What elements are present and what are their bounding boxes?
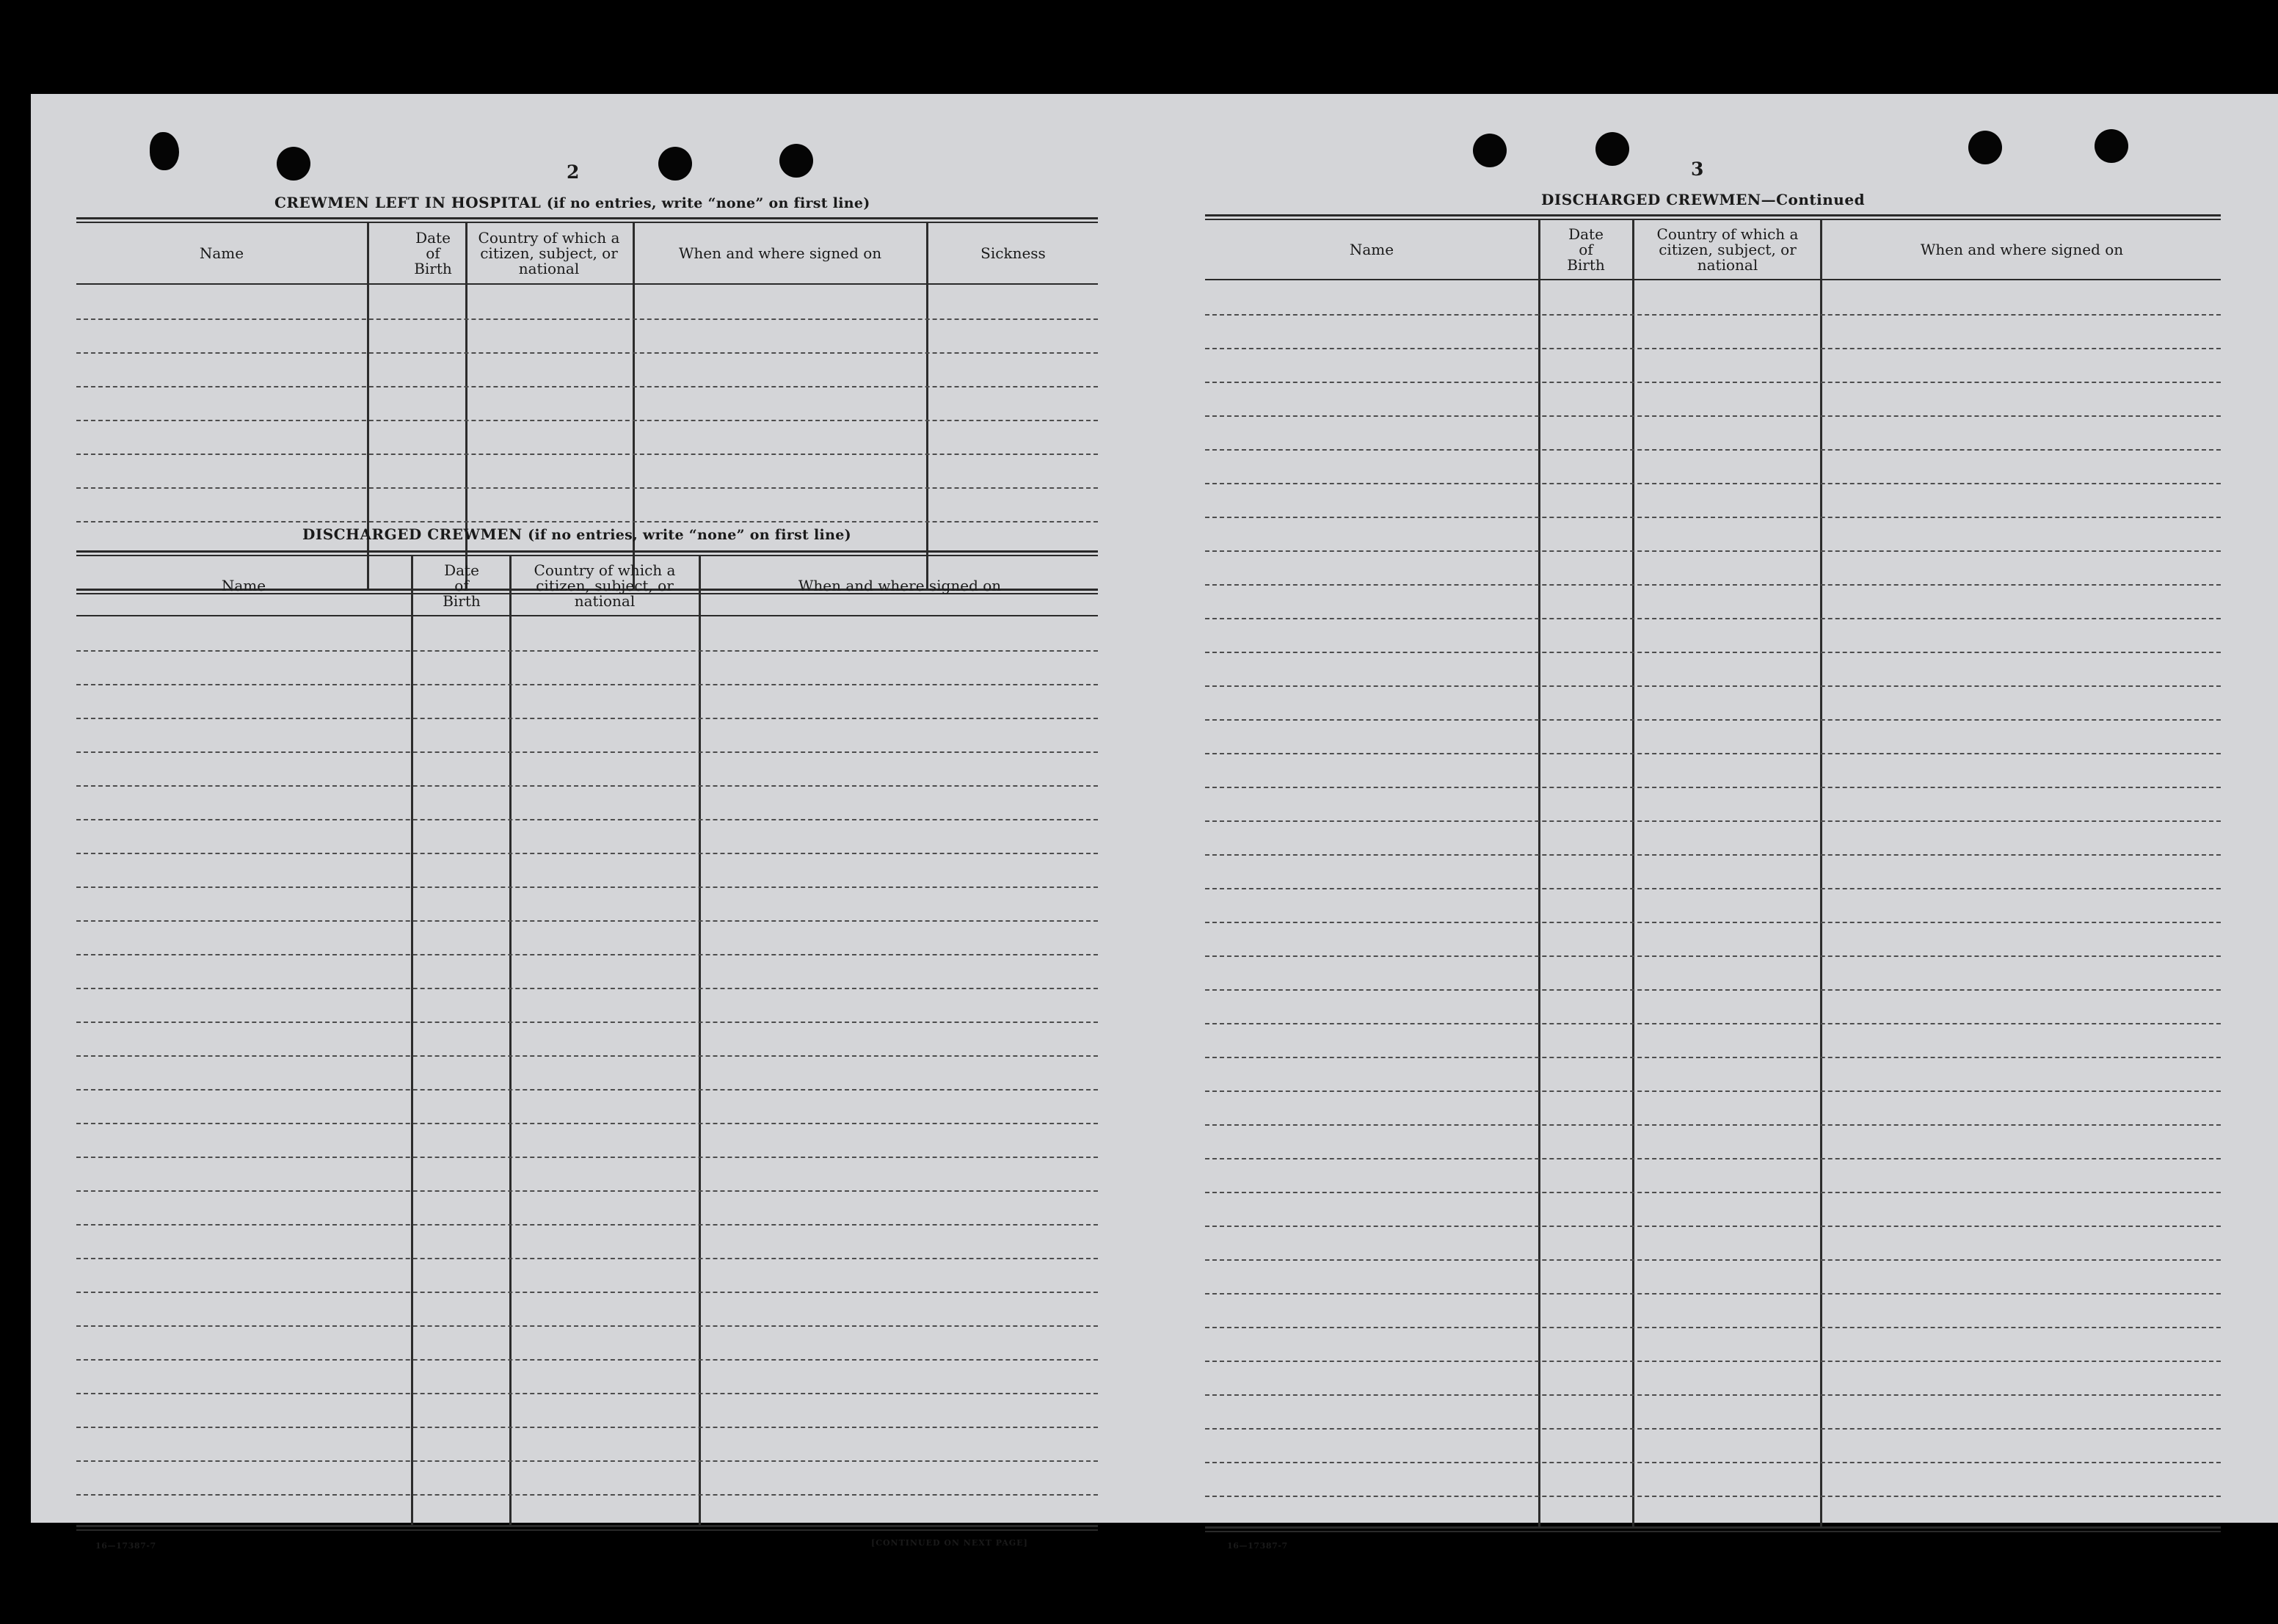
section-title-main: CREWMEN LEFT IN HOSPITAL (274, 194, 542, 211)
column-header-signed-on: When and where signed on (678, 244, 882, 262)
column-header-date-of-birth: Date of Birth (443, 561, 481, 610)
entry-line (76, 1494, 1098, 1496)
entry-line (76, 1325, 1098, 1327)
entry-line (1205, 1327, 2221, 1328)
column-divider (699, 556, 701, 1526)
entry-line (76, 521, 1098, 522)
entry-line (76, 853, 1098, 854)
entry-line (1205, 888, 2221, 889)
entry-line (1205, 820, 2221, 822)
section-title-discharged-continued: DISCHARGED CREWMEN—Continued (1541, 191, 1866, 208)
entry-line (76, 1393, 1098, 1394)
entry-line (1205, 1023, 2221, 1024)
punch-hole (1473, 134, 1507, 167)
entry-line (76, 684, 1098, 685)
entry-line (1205, 1057, 2221, 1058)
entry-line (1205, 415, 2221, 417)
section-title-discharged (302, 525, 851, 543)
table-bottom-rule (1205, 1531, 2221, 1532)
column-header-sickness: Sickness (980, 244, 1046, 262)
entry-line (1205, 1124, 2221, 1126)
column-divider (411, 556, 413, 1526)
entry-line (76, 1258, 1098, 1259)
punch-hole (779, 144, 813, 178)
entry-line (1205, 584, 2221, 586)
entry-line (1205, 854, 2221, 856)
column-header-country: Country of which a citizen, subject, or national (478, 228, 620, 277)
section-title-instruction: (if no entries, write “none” on first line) (546, 195, 870, 211)
entry-line (76, 318, 1098, 320)
punch-hole (1968, 131, 2002, 164)
entry-line (76, 487, 1098, 489)
entry-line (1205, 618, 2221, 619)
form-number: 16—17387-7 (95, 1541, 156, 1551)
entry-line (76, 420, 1098, 421)
header-bottom-rule (1205, 279, 2221, 280)
entry-line (1205, 685, 2221, 687)
entry-line (1205, 1361, 2221, 1362)
entry-line (1205, 1090, 2221, 1092)
column-header-date-of-birth: Date of Birth (414, 228, 452, 277)
column-header-name: Name (1349, 240, 1394, 258)
form-number: 16—17387-7 (1227, 1541, 1288, 1551)
entry-line (1205, 652, 2221, 653)
entry-line (1205, 1192, 2221, 1193)
entry-line (76, 386, 1098, 387)
entry-line (76, 988, 1098, 989)
table-top-rule (76, 550, 1098, 553)
entry-line (76, 1055, 1098, 1057)
entry-line (1205, 922, 2221, 923)
entry-line (1205, 1293, 2221, 1295)
entry-line (76, 1022, 1098, 1023)
entry-line (1205, 1158, 2221, 1159)
entry-line (76, 1460, 1098, 1462)
section-title-instruction: (if no entries, write “none” on first line) (528, 527, 851, 543)
entry-line (1205, 989, 2221, 991)
entry-line (1205, 719, 2221, 721)
entry-line (1205, 753, 2221, 754)
entry-line (1205, 1496, 2221, 1497)
header-bottom-rule (76, 283, 1098, 285)
punch-hole (2095, 129, 2128, 163)
punch-hole (1595, 132, 1629, 166)
entry-line (76, 920, 1098, 922)
punch-hole (150, 132, 179, 170)
continued-note: [CONTINUED ON NEXT PAGE] (871, 1538, 1028, 1548)
entry-line (1205, 449, 2221, 451)
column-header-country: Country of which a citizen, subject, or national (1656, 225, 1799, 274)
table-bottom-rule (1205, 1526, 2221, 1529)
column-divider (509, 556, 512, 1526)
punch-hole (658, 147, 692, 181)
entry-line (76, 1427, 1098, 1428)
entry-line (76, 718, 1098, 719)
entry-line (1205, 550, 2221, 552)
entry-line (76, 1359, 1098, 1361)
entry-line (76, 1157, 1098, 1158)
column-header-signed-on: When and where signed on (798, 576, 1002, 594)
entry-line (1205, 787, 2221, 788)
column-header-name: Name (221, 576, 266, 594)
entry-line (76, 1089, 1098, 1090)
entry-line (76, 352, 1098, 354)
entry-line (76, 751, 1098, 753)
section-title-hospital (274, 194, 870, 211)
entry-line (1205, 955, 2221, 957)
entry-line (76, 454, 1098, 455)
column-header-date-of-birth: Date of Birth (1567, 225, 1605, 274)
entry-line (76, 954, 1098, 955)
entry-line (76, 886, 1098, 888)
column-header-signed-on: When and where signed on (1920, 240, 2124, 258)
table-bottom-rule (76, 1525, 1098, 1527)
header-bottom-rule (76, 615, 1098, 616)
page-number: 3 (1691, 159, 1704, 180)
column-header-country: Country of which a citizen, subject, or national (534, 561, 676, 610)
table-top-rule (76, 217, 1098, 219)
entry-line (1205, 483, 2221, 484)
table-top-rule (1205, 214, 2221, 216)
column-header-name: Name (199, 244, 244, 262)
entry-line (76, 1123, 1098, 1124)
punch-hole (277, 147, 310, 181)
entry-line (76, 1190, 1098, 1192)
page-number: 2 (567, 161, 580, 183)
document-sheet (31, 94, 2278, 1551)
entry-line (76, 785, 1098, 787)
entry-line (1205, 1394, 2221, 1396)
entry-line (1205, 1226, 2221, 1227)
table-bottom-rule (76, 1529, 1098, 1531)
entry-line (1205, 517, 2221, 518)
entry-line (1205, 314, 2221, 316)
section-title-main: DISCHARGED CREWMEN (302, 525, 523, 543)
entry-line (76, 650, 1098, 652)
entry-line (1205, 1428, 2221, 1430)
entry-line (1205, 348, 2221, 349)
entry-line (1205, 382, 2221, 383)
entry-line (1205, 1259, 2221, 1261)
entry-line (76, 1224, 1098, 1226)
entry-line (76, 819, 1098, 820)
entry-line (1205, 1462, 2221, 1463)
entry-line (76, 1292, 1098, 1293)
